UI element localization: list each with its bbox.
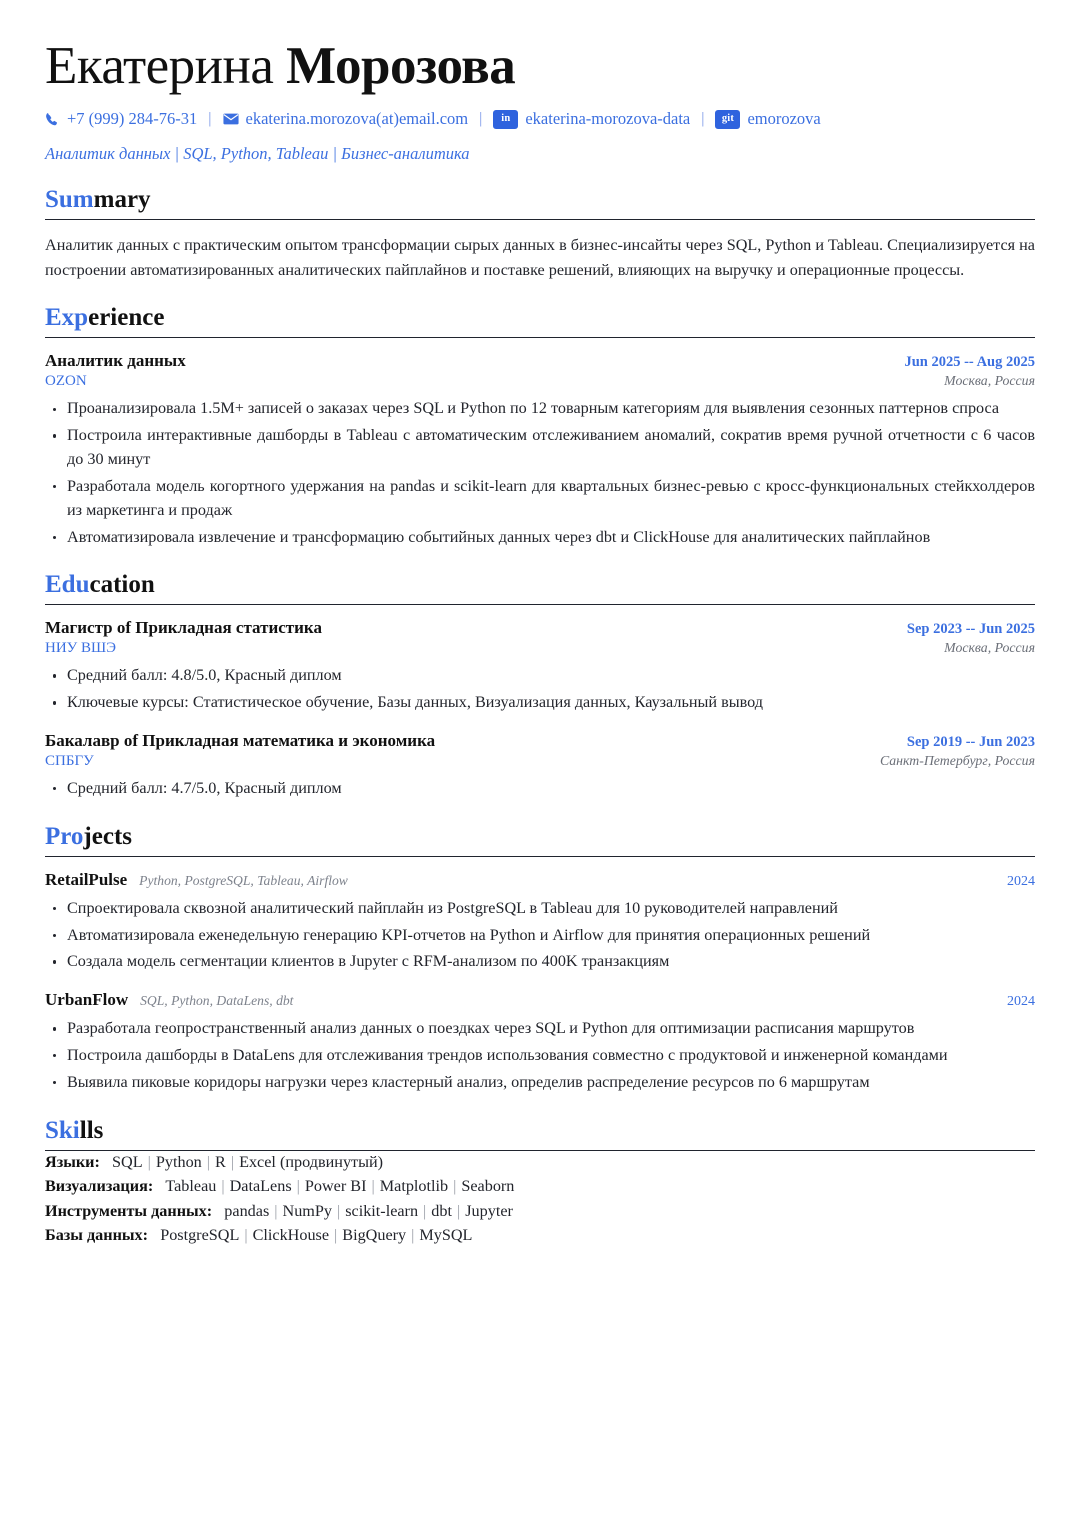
school-name[interactable]: НИУ ВШЭ	[45, 640, 117, 657]
project-header-row	[45, 870, 1035, 890]
list-item: Построила интерактивные дашборды в Tableau с автоматическим отслеживанием аномалий, сократив время ручной отчетности с 6 часов до 30 минут	[45, 424, 1035, 472]
skill-separator: |	[411, 1226, 415, 1245]
skill-separator: |	[456, 1201, 461, 1220]
skill-separator: |	[221, 1177, 225, 1196]
skill-category: Языки:	[45, 1152, 100, 1171]
degree-title: Магистр of Прикладная статистика	[45, 618, 322, 638]
skill-category: Визуализация:	[45, 1177, 154, 1196]
last-name: Морозова	[286, 37, 516, 95]
education-body	[45, 618, 1035, 800]
degree-date: Sep 2023 -- Jun 2025	[906, 621, 1035, 638]
project-year: 2024	[1007, 994, 1035, 1010]
first-name: Екатерина	[45, 37, 274, 95]
list-item: Проанализировала 1.5M+ записей о заказах через SQL и Python по 12 товарным категориям для выявления сезонных паттернов спроса	[45, 397, 1035, 421]
skill-separator: |	[334, 1226, 338, 1245]
contact-phone[interactable]	[45, 109, 197, 129]
section-projects	[45, 823, 1035, 1095]
skill-item: PostgreSQL	[160, 1226, 240, 1245]
project-stack: Python, PostgreSQL, Tableau, Airflow	[139, 872, 348, 888]
tagline: Аналитик данных | SQL, Python, Tableau | Бизнес-аналитика	[45, 144, 470, 164]
section-education	[45, 571, 1035, 800]
skill-separator: |	[371, 1177, 375, 1196]
git-icon: git	[715, 110, 740, 129]
skill-separator: |	[230, 1152, 235, 1171]
skill-item: Seaborn	[461, 1177, 515, 1196]
skill-items	[152, 1226, 472, 1244]
skill-items	[157, 1177, 514, 1195]
skill-item: BigQuery	[342, 1226, 407, 1245]
job-bullets	[45, 397, 1035, 549]
list-item: Средний балл: 4.8/5.0, Красный диплом	[45, 664, 1035, 688]
envelope-icon	[223, 113, 239, 125]
degree-date: Sep 2019 -- Jun 2023	[906, 733, 1035, 750]
linkedin-text: ekaterina-morozova-data	[525, 109, 691, 129]
school-name[interactable]: СПБГУ	[45, 752, 94, 769]
school-location: Санкт-Петербург, Россия	[879, 752, 1035, 768]
section-title-rest: jects	[83, 822, 132, 850]
project-name: UrbanFlow	[45, 990, 129, 1010]
section-title-accent: Exp	[45, 304, 89, 332]
resume-header	[45, 38, 1035, 164]
skill-category: Базы данных:	[45, 1226, 149, 1245]
entry-header-row	[45, 618, 1035, 638]
skill-separator: |	[206, 1152, 211, 1171]
project-year: 2024	[1007, 873, 1035, 889]
section-rule	[45, 856, 1035, 857]
contact-separator: |	[479, 110, 483, 128]
project-stack: SQL, Python, DataLens, dbt	[140, 993, 294, 1009]
project-name: RetailPulse	[45, 869, 128, 889]
email-text: ekaterina.morozova(at)email.com	[245, 109, 469, 129]
contact-separator: |	[208, 110, 212, 128]
project-header-row	[45, 990, 1035, 1010]
job-company[interactable]: OZON	[45, 373, 87, 390]
summary-text: Аналитик данных с практическим опытом трансформации сырых данных в бизнес-инсайты через SQL, Python и Tableau. Специализируется на построении автоматизированных аналитических пайплайнов и поставке решений, влияющих на выручку и операционные процессы.	[45, 236, 1035, 279]
section-summary	[45, 186, 1035, 282]
skill-item: pandas	[224, 1201, 270, 1220]
experience-entry	[45, 351, 1035, 549]
list-item: Автоматизировала еженедельную генерацию KPI-отчетов на Python и Airflow для принятия операционных решений	[45, 924, 1035, 948]
skill-items	[104, 1153, 383, 1171]
skill-item: ClickHouse	[252, 1226, 330, 1245]
summary-body	[45, 233, 1035, 282]
phone-icon	[45, 112, 60, 127]
section-title-rest: cation	[89, 571, 155, 599]
skill-category: Инструменты данных:	[45, 1201, 213, 1220]
education-entry	[45, 618, 1035, 715]
section-title-accent: Sum	[45, 186, 94, 214]
list-item: Выявила пиковые коридоры нагрузки через кластерный анализ, определив распределение ресурсов по 6 маршрутам	[45, 1071, 1035, 1095]
section-title-education	[45, 571, 1035, 600]
section-title-rest: lls	[79, 1116, 104, 1144]
phone-text: +7 (999) 284-76-31	[67, 109, 198, 129]
section-title-summary	[45, 186, 1035, 215]
section-title-accent: Pro	[45, 822, 84, 850]
list-item: Спроектировала сквозной аналитический пайплайн из PostgreSQL в Tableau для 10 руководителей направлений	[45, 897, 1035, 921]
section-rule	[45, 337, 1035, 338]
list-item: Автоматизировала извлечение и трансформацию событийных данных через dbt и ClickHouse для аналитических пайплайнов	[45, 526, 1035, 550]
degree-title: Бакалавр of Прикладная математика и экономика	[45, 730, 436, 750]
skill-item: Matplotlib	[379, 1177, 449, 1196]
education-bullets	[45, 664, 1035, 715]
skill-separator: |	[336, 1201, 341, 1220]
section-title-rest: erience	[88, 304, 165, 332]
skills-body	[45, 1151, 1035, 1248]
project-entry	[45, 990, 1035, 1094]
skill-separator: |	[296, 1177, 300, 1196]
list-item: Построила дашборды в DataLens для отслеживания трендов использования совместно с продуктовой и инженерной командами	[45, 1044, 1035, 1068]
github-text: emorozova	[747, 109, 821, 129]
list-item: Средний балл: 4.7/5.0, Красный диплом	[45, 777, 1035, 801]
section-title-accent: Ski	[45, 1116, 80, 1144]
school-location: Москва, Россия	[944, 640, 1035, 656]
projects-body	[45, 870, 1035, 1095]
entry-header-row	[45, 731, 1035, 751]
section-experience	[45, 304, 1035, 549]
skill-item: Python	[155, 1152, 202, 1171]
section-title-rest: mary	[93, 186, 151, 214]
skill-separator: |	[453, 1177, 457, 1196]
project-bullets	[45, 1017, 1035, 1094]
section-title-experience	[45, 304, 1035, 333]
experience-body	[45, 351, 1035, 549]
list-item: Разработала геопространственный анализ данных о поездках через SQL и Python для оптимизации расписания маршрутов	[45, 1017, 1035, 1041]
skill-separator: |	[274, 1201, 278, 1220]
skill-item: Jupyter	[465, 1201, 513, 1220]
skill-item: DataLens	[229, 1177, 292, 1196]
list-item: Создала модель сегментации клиентов в Jupyter с RFM-анализом по 400K транзакциям	[45, 950, 1035, 974]
skill-row	[45, 1200, 1035, 1223]
entry-sub-row	[45, 373, 1035, 390]
contact-github[interactable]	[715, 109, 820, 129]
skill-item: Power BI	[304, 1177, 367, 1196]
skill-row	[45, 1224, 1035, 1247]
skill-item: NumPy	[282, 1201, 332, 1220]
job-date: Jun 2025 -- Aug 2025	[904, 354, 1035, 371]
section-title-accent: Edu	[45, 571, 90, 599]
entry-header-row	[45, 351, 1035, 371]
project-bullets	[45, 897, 1035, 974]
skill-item: Excel (продвинутый)	[239, 1152, 384, 1171]
skill-items	[216, 1202, 513, 1220]
section-skills	[45, 1117, 1035, 1248]
list-item: Ключевые курсы: Статистическое обучение, Базы данных, Визуализация данных, Каузальный вывод	[45, 691, 1035, 715]
skill-item: scikit-learn	[345, 1201, 419, 1220]
section-rule	[45, 604, 1035, 605]
section-title-projects	[45, 823, 1035, 852]
skill-separator: |	[423, 1201, 427, 1220]
skill-separator: |	[147, 1152, 151, 1171]
contact-separator: |	[701, 110, 705, 128]
skill-row	[45, 1151, 1035, 1174]
skill-item: MySQL	[419, 1226, 473, 1245]
section-rule	[45, 219, 1035, 220]
contact-email[interactable]	[223, 109, 469, 129]
entry-sub-row	[45, 753, 1035, 770]
job-location: Москва, Россия	[944, 373, 1035, 389]
skill-item: SQL	[112, 1152, 143, 1171]
education-bullets	[45, 777, 1035, 801]
skill-row	[45, 1175, 1035, 1198]
list-item: Разработала модель когортного удержания на pandas и scikit-learn для квартальных бизнес-ревью с кросс-функциональных стейкхолдеров из маркетинга и продаж	[45, 475, 1035, 523]
skill-item: R	[215, 1152, 226, 1171]
education-entry	[45, 731, 1035, 801]
entry-sub-row	[45, 640, 1035, 657]
skill-item: Tableau	[165, 1177, 217, 1196]
contact-linkedin[interactable]	[493, 109, 690, 129]
skill-item: dbt	[431, 1201, 452, 1220]
job-title: Аналитик данных	[45, 351, 186, 371]
skill-separator: |	[244, 1226, 248, 1245]
project-entry	[45, 870, 1035, 974]
contact-line	[45, 109, 1035, 129]
candidate-name	[45, 38, 1035, 95]
linkedin-icon: in	[493, 110, 518, 129]
project-title-group	[45, 870, 348, 890]
section-title-skills	[45, 1117, 1035, 1146]
project-title-group	[45, 990, 293, 1010]
